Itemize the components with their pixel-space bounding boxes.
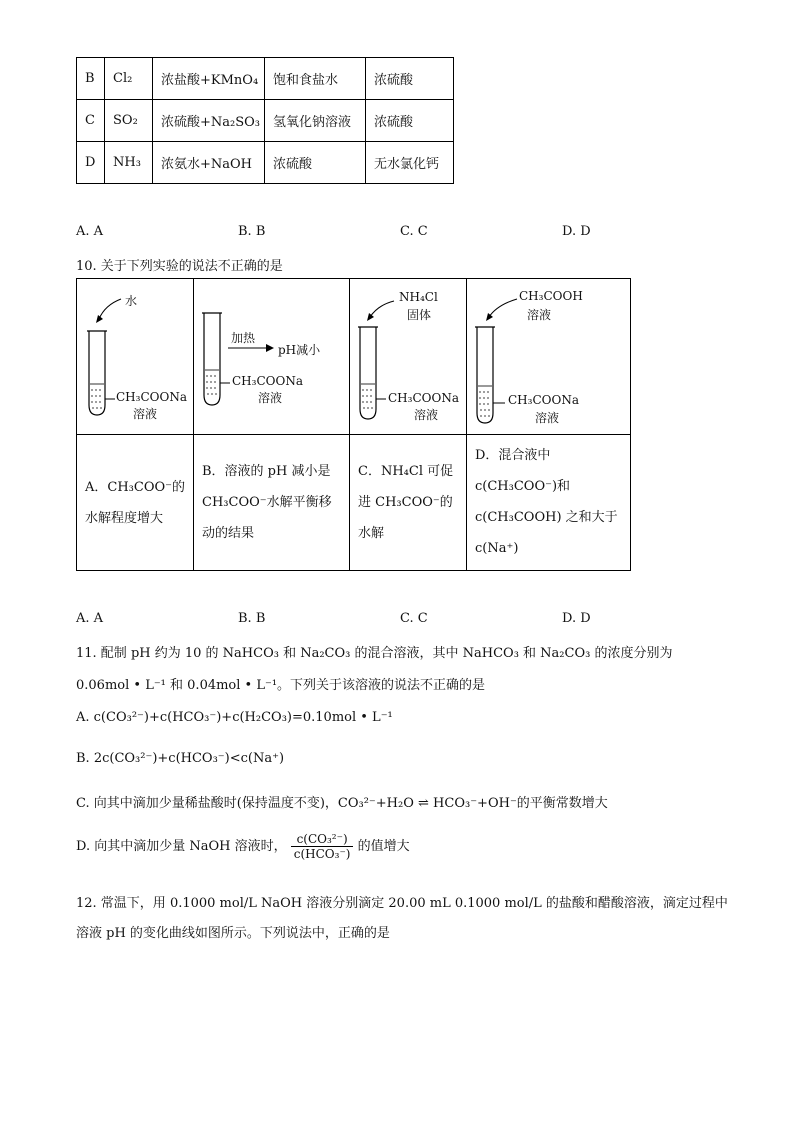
- option-d-suffix: 的值增大: [357, 839, 410, 854]
- table-row: [77, 100, 454, 142]
- table-row: [77, 142, 454, 184]
- table-cell: 氢氧化钠溶液: [265, 100, 366, 142]
- statement-line: c(Na⁺): [475, 541, 519, 556]
- table-cell: 浓氨水+NaOH: [153, 142, 265, 184]
- option-d: D. D: [562, 611, 591, 626]
- solution-label: 溶液: [527, 308, 552, 322]
- statement-d: [467, 435, 631, 571]
- table-cell: 饱和食盐水: [265, 58, 366, 100]
- q10-stem: 10. 关于下列实验的说法不正确的是: [76, 259, 283, 274]
- q11-stem-line2: 0.06mol • L⁻¹ 和 0.04mol • L⁻¹。下列关于该溶液的说法不正确的是: [76, 678, 486, 693]
- q11-option-a: A. c(CO₃²⁻)+c(HCO₃⁻)+c(H₂CO₃)=0.10mol • L⁻¹: [76, 710, 393, 725]
- q10-experiment-table: [76, 278, 631, 571]
- gas-prep-table: [76, 57, 454, 184]
- figure-d: [467, 279, 631, 435]
- table-cell: NH₃: [105, 142, 153, 184]
- statement-line: B．溶液的 pH 减小是: [202, 464, 331, 479]
- ratio-numerator: c(CO₃²⁻): [291, 832, 354, 847]
- table-cell: Cl₂: [105, 58, 153, 100]
- table-cell: 浓盐酸+KMnO₄: [153, 58, 265, 100]
- statement-line: 动的结果: [202, 526, 255, 541]
- q12-stem-line1: 12. 常温下，用 0.1000 mol/L NaOH 溶液分别滴定 20.00 mL 0.1000 mol/L 的盐酸和醋酸溶液，滴定过程中: [76, 896, 728, 911]
- statement-line: c(CH₃COO⁻)和: [475, 479, 571, 494]
- solution-label: 溶液: [258, 391, 283, 405]
- table-cell: SO₂: [105, 100, 153, 142]
- option-a: A. A: [76, 611, 104, 626]
- solution-label: CH₃COONa: [116, 390, 187, 404]
- concentration-ratio: [291, 832, 354, 861]
- solution-label: 溶液: [414, 408, 439, 422]
- table-cell: D: [77, 142, 105, 184]
- ph-decrease-label: pH减小: [278, 343, 321, 357]
- option-a: A. A: [76, 224, 104, 239]
- option-d-prefix: D. 向其中滴加少量 NaOH 溶液时，: [76, 839, 287, 854]
- option-c: C. C: [400, 611, 428, 626]
- heat-label: 加热: [231, 331, 256, 345]
- q11-stem-line1: 11. 配制 pH 约为 10 的 NaHCO₃ 和 Na₂CO₃ 的混合溶液，其中 NaHCO₃ 和 Na₂CO₃ 的浓度分别为: [76, 646, 673, 661]
- statement-line: A．CH₃COO⁻的: [85, 480, 186, 495]
- q12-stem-line2: 溶液 pH 的变化曲线如图所示。下列说法中，正确的是: [76, 926, 390, 941]
- statement-line: 进 CH₃COO⁻的: [358, 495, 453, 510]
- solution-label: CH₃COONa: [388, 391, 459, 405]
- water-label: 水: [125, 294, 138, 308]
- solution-label: CH₃COONa: [232, 374, 303, 388]
- statement-line: c(CH₃COOH) 之和大于: [475, 510, 618, 525]
- option-d: D. D: [562, 224, 591, 239]
- figure-row: [77, 279, 631, 435]
- table-row: [77, 58, 454, 100]
- table-cell: 浓硫酸+Na₂SO₃: [153, 100, 265, 142]
- solid-label: 固体: [407, 308, 432, 322]
- test-tube-b: [194, 279, 349, 434]
- statement-b: [194, 435, 350, 571]
- statement-row: [77, 435, 631, 571]
- figure-b: [194, 279, 350, 435]
- statement-line: 水解程度增大: [85, 511, 164, 526]
- nh4cl-label: NH₄Cl: [399, 290, 438, 304]
- solution-label: 溶液: [133, 407, 158, 421]
- figure-a: [77, 279, 194, 435]
- statement-line: CH₃COO⁻水解平衡移: [202, 495, 332, 510]
- table-cell: 无水氯化钙: [366, 142, 454, 184]
- acetic-acid-label: CH₃COOH: [519, 289, 583, 303]
- option-b: B. B: [238, 611, 266, 626]
- option-b: B. B: [238, 224, 266, 239]
- statement-line: D．混合液中: [475, 448, 551, 463]
- table-cell: C: [77, 100, 105, 142]
- ratio-denominator: c(HCO₃⁻): [293, 847, 351, 861]
- statement-c: [350, 435, 467, 571]
- q11-option-d: [76, 832, 410, 861]
- solution-label: 溶液: [535, 411, 560, 425]
- statement-line: 水解: [358, 526, 385, 541]
- statement-line: C．NH₄Cl 可促: [358, 464, 454, 479]
- figure-c: [350, 279, 467, 435]
- table-cell: 浓硫酸: [265, 142, 366, 184]
- statement-a: [77, 435, 194, 571]
- q11-option-b: B. 2c(CO₃²⁻)+c(HCO₃⁻)<c(Na⁺): [76, 751, 285, 766]
- table-cell: B: [77, 58, 105, 100]
- table-cell: 浓硫酸: [366, 100, 454, 142]
- q11-option-c: C. 向其中滴加少量稀盐酸时(保持温度不变)，CO₃²⁻+H₂O ⇌ HCO₃⁻+OH⁻的平衡常数增大: [76, 796, 608, 811]
- option-c: C. C: [400, 224, 428, 239]
- solution-label: CH₃COONa: [508, 393, 579, 407]
- table-cell: 浓硫酸: [366, 58, 454, 100]
